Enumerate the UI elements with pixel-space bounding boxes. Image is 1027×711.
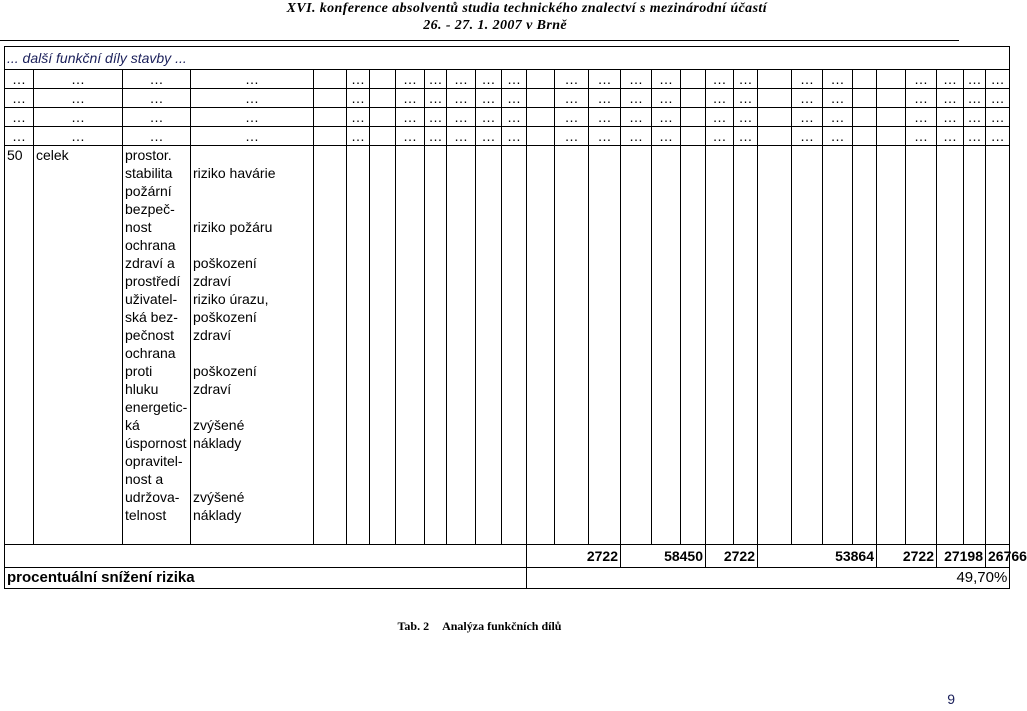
totals-row [5, 545, 1010, 568]
ellipsis-cell [758, 89, 792, 108]
ellipsis-cell [877, 89, 906, 108]
ellipsis-cell [758, 70, 792, 89]
ellipsis-cell: … [447, 89, 476, 108]
ellipsis-cell: … [191, 89, 314, 108]
ellipsis-cell: … [589, 89, 621, 108]
ellipsis-cell [758, 127, 792, 146]
ellipsis-cell: … [396, 108, 425, 127]
ellipsis-cell: … [502, 127, 527, 146]
criterion [125, 452, 183, 524]
ellipsis-cell: … [964, 89, 986, 108]
criterion [125, 398, 187, 452]
empty-cell [706, 146, 734, 545]
ellipsis-cell [758, 108, 792, 127]
criterion-line: požární [125, 183, 172, 199]
empty-cell [555, 146, 589, 545]
ellipsis-cell: … [964, 127, 986, 146]
total-value: 26766 [986, 545, 1010, 568]
criterion-line: stabilita [125, 165, 173, 181]
criterion [125, 236, 180, 290]
risk-line: zvýšené [193, 489, 245, 505]
ellipsis-cell: … [425, 70, 447, 89]
ellipsis-cell [877, 127, 906, 146]
criterion-line: uživatel- [125, 291, 178, 307]
ellipsis-cell: … [986, 108, 1010, 127]
total-value: 2722 [706, 545, 758, 568]
risk [193, 164, 275, 182]
ellipsis-cell: … [476, 70, 502, 89]
ellipsis-cell [877, 70, 906, 89]
ellipsis-cell: … [734, 108, 758, 127]
ellipsis-cell: … [652, 108, 681, 127]
ellipsis-cell: … [792, 89, 823, 108]
ellipsis-cell: … [906, 89, 937, 108]
ellipsis-cell: … [476, 89, 502, 108]
ellipsis-cell: … [964, 108, 986, 127]
criterion-line: ochrana [125, 345, 176, 361]
row-name: celek [34, 146, 123, 545]
ellipsis-cell: … [823, 70, 853, 89]
ellipsis-cell: … [347, 108, 370, 127]
risk-line: riziko úrazu, [193, 291, 269, 307]
ellipsis-cell: … [906, 127, 937, 146]
page-header [0, 0, 959, 41]
ellipsis-cell: … [986, 89, 1010, 108]
ellipsis-cell: … [502, 108, 527, 127]
ellipsis-cell: … [5, 108, 34, 127]
empty-cell [652, 146, 681, 545]
empty-cell [502, 146, 527, 545]
criterion-line: udržova- [125, 489, 180, 505]
criterion [125, 290, 178, 344]
risk-line: poškození [193, 363, 257, 379]
empty-cell [621, 146, 652, 545]
risk-line: zdraví [193, 381, 232, 397]
caption-title: Analýza funkčních dílů [442, 619, 562, 633]
empty-cell [476, 146, 502, 545]
ellipsis-cell: … [706, 70, 734, 89]
ellipsis-cell [681, 108, 706, 127]
section-row [5, 47, 1010, 70]
caption-label: Tab. 2 [397, 619, 430, 633]
ellipsis-cell: … [964, 70, 986, 89]
ellipsis-cell: … [652, 127, 681, 146]
empty-cell [681, 146, 706, 545]
ellipsis-cell: … [502, 89, 527, 108]
ellipsis-cell: … [447, 70, 476, 89]
ellipsis-row [5, 89, 1010, 108]
ellipsis-cell [681, 89, 706, 108]
ellipsis-cell: … [734, 127, 758, 146]
ellipsis-row [5, 108, 1010, 127]
criterion-line: telnost [125, 507, 167, 523]
ellipsis-cell [853, 70, 877, 89]
percent-row [5, 568, 1010, 589]
ellipsis-cell: … [906, 70, 937, 89]
ellipsis-cell: … [792, 127, 823, 146]
ellipsis-cell: … [589, 108, 621, 127]
ellipsis-cell [877, 108, 906, 127]
risk-line: poškození [193, 255, 257, 271]
ellipsis-cell [681, 127, 706, 146]
criterion-line: ochrana [125, 237, 176, 253]
risk [193, 416, 244, 452]
criterion [125, 344, 176, 398]
criterion-line: pečnost [125, 327, 175, 343]
ellipsis-cell [853, 108, 877, 127]
ellipsis-cell: … [621, 108, 652, 127]
ellipsis-cell: … [986, 127, 1010, 146]
risk [193, 218, 272, 236]
empty-cell [589, 146, 621, 545]
ellipsis-cell: … [589, 70, 621, 89]
criterion-line: ká [125, 417, 140, 433]
ellipsis-cell: … [347, 89, 370, 108]
ellipsis-cell: … [123, 127, 191, 146]
ellipsis-cell: … [396, 127, 425, 146]
ellipsis-cell: … [191, 108, 314, 127]
total-value: 58450 [621, 545, 706, 568]
ellipsis-cell: … [555, 108, 589, 127]
ellipsis-cell: … [502, 70, 527, 89]
ellipsis-cell [527, 70, 555, 89]
criterion [125, 146, 172, 182]
ellipsis-cell [314, 70, 347, 89]
ellipsis-cell: … [652, 70, 681, 89]
empty-cell [396, 146, 425, 545]
empty-cell [906, 146, 937, 545]
ellipsis-cell: … [5, 127, 34, 146]
ellipsis-cell: … [476, 108, 502, 127]
criterion-line: bezpeč- [125, 201, 175, 217]
ellipsis-cell: … [34, 70, 123, 89]
ellipsis-cell [314, 127, 347, 146]
ellipsis-cell: … [937, 70, 964, 89]
ellipsis-cell [370, 70, 396, 89]
table-caption [0, 619, 959, 634]
ellipsis-cell: … [621, 89, 652, 108]
criterion-line: nost [125, 219, 152, 235]
page-number: 9 [947, 691, 955, 707]
ellipsis-cell: … [34, 89, 123, 108]
ellipsis-cell: … [734, 89, 758, 108]
criterion-line: opravitel- [125, 453, 183, 469]
functional-parts-table [4, 46, 1027, 589]
criterion-line: zdraví a [125, 255, 175, 271]
total-value: 2722 [527, 545, 621, 568]
criterion-line: prostor. [125, 147, 172, 163]
ellipsis-cell [370, 89, 396, 108]
ellipsis-cell [314, 89, 347, 108]
empty-cell [447, 146, 476, 545]
ellipsis-row [5, 127, 1010, 146]
risk-line: riziko havárie [193, 165, 276, 181]
percent-value: 49,70% [527, 568, 1010, 589]
ellipsis-cell: … [706, 127, 734, 146]
risk [193, 254, 257, 290]
empty-cell [877, 146, 906, 545]
ellipsis-cell: … [347, 70, 370, 89]
ellipsis-cell [370, 108, 396, 127]
risk-line: riziko požáru [193, 219, 273, 235]
row-number: 50 [5, 146, 34, 545]
ellipsis-cell [853, 89, 877, 108]
risk-line: náklady [193, 507, 242, 523]
empty-cell [527, 146, 555, 545]
risk-line: náklady [193, 435, 242, 451]
ellipsis-cell: … [347, 127, 370, 146]
conference-title: XVI. konference absolventů studia technického znalectví s mezinárodní účastí [286, 1, 767, 16]
ellipsis-cell: … [555, 89, 589, 108]
ellipsis-cell: … [734, 70, 758, 89]
criterion-line: energetic- [125, 399, 188, 415]
ellipsis-cell: … [792, 70, 823, 89]
empty-cell [853, 146, 877, 545]
table-row [5, 146, 1010, 545]
ellipsis-cell: … [425, 89, 447, 108]
criterion-line: ská bez- [125, 309, 178, 325]
risk [193, 362, 257, 398]
ellipsis-cell: … [123, 70, 191, 89]
empty-cell [937, 146, 964, 545]
empty-cell [734, 146, 758, 545]
empty-cell [964, 146, 986, 545]
criteria-cell [123, 146, 191, 545]
ellipsis-cell: … [123, 89, 191, 108]
ellipsis-cell [853, 127, 877, 146]
empty-cell [425, 146, 447, 545]
risk-line: zdraví [193, 327, 232, 343]
ellipsis-cell: … [621, 127, 652, 146]
ellipsis-cell [527, 89, 555, 108]
ellipsis-cell: … [823, 127, 853, 146]
ellipsis-row [5, 70, 1010, 89]
ellipsis-cell: … [621, 70, 652, 89]
ellipsis-cell: … [476, 127, 502, 146]
ellipsis-cell: … [555, 70, 589, 89]
risk-cell [191, 146, 314, 545]
ellipsis-cell [527, 108, 555, 127]
total-value: 27198 [937, 545, 986, 568]
ellipsis-cell: … [792, 108, 823, 127]
totals-blank [5, 545, 527, 568]
criterion-line: prostředí [125, 273, 181, 289]
empty-cell [758, 146, 792, 545]
ellipsis-cell: … [823, 108, 853, 127]
ellipsis-cell: … [5, 70, 34, 89]
conference-date: 26. - 27. 1. 2007 v Brně [423, 18, 567, 33]
ellipsis-cell: … [123, 108, 191, 127]
ellipsis-cell: … [447, 127, 476, 146]
total-value: 53864 [758, 545, 877, 568]
ellipsis-cell [681, 70, 706, 89]
criterion-line: hluku [125, 381, 159, 397]
ellipsis-cell: … [937, 89, 964, 108]
risk-line: poškození [193, 309, 257, 325]
ellipsis-cell: … [986, 70, 1010, 89]
empty-cell [792, 146, 823, 545]
ellipsis-cell [527, 127, 555, 146]
ellipsis-cell: … [425, 108, 447, 127]
ellipsis-cell: … [447, 108, 476, 127]
risk-line: zdraví [193, 273, 232, 289]
empty-cell [314, 146, 347, 545]
percent-label: procentuální snížení rizika [5, 568, 527, 589]
ellipsis-cell: … [706, 108, 734, 127]
total-value: 2722 [877, 545, 937, 568]
empty-cell [347, 146, 370, 545]
ellipsis-cell: … [823, 89, 853, 108]
ellipsis-cell: … [425, 127, 447, 146]
ellipsis-cell: … [652, 89, 681, 108]
ellipsis-cell: … [396, 89, 425, 108]
ellipsis-cell: … [191, 127, 314, 146]
ellipsis-cell: … [937, 127, 964, 146]
ellipsis-cell: … [191, 70, 314, 89]
empty-cell [986, 146, 1010, 545]
ellipsis-cell: … [906, 108, 937, 127]
empty-cell [370, 146, 396, 545]
ellipsis-cell: … [5, 89, 34, 108]
criterion-line: proti [125, 363, 153, 379]
risk [193, 290, 268, 344]
section-label: ... další funkční díly stavby ... [5, 47, 1010, 70]
risk-line: zvýšené [193, 417, 245, 433]
ellipsis-cell: … [34, 127, 123, 146]
risk [193, 488, 244, 524]
ellipsis-cell [370, 127, 396, 146]
ellipsis-cell: … [555, 127, 589, 146]
criterion-line: úspornost [125, 435, 187, 451]
criterion-line: nost a [125, 471, 164, 487]
empty-cell [823, 146, 853, 545]
ellipsis-cell: … [706, 89, 734, 108]
ellipsis-cell: … [34, 108, 123, 127]
ellipsis-cell: … [589, 127, 621, 146]
ellipsis-cell: … [937, 108, 964, 127]
ellipsis-cell [314, 108, 347, 127]
criterion [125, 182, 175, 236]
ellipsis-cell: … [396, 70, 425, 89]
